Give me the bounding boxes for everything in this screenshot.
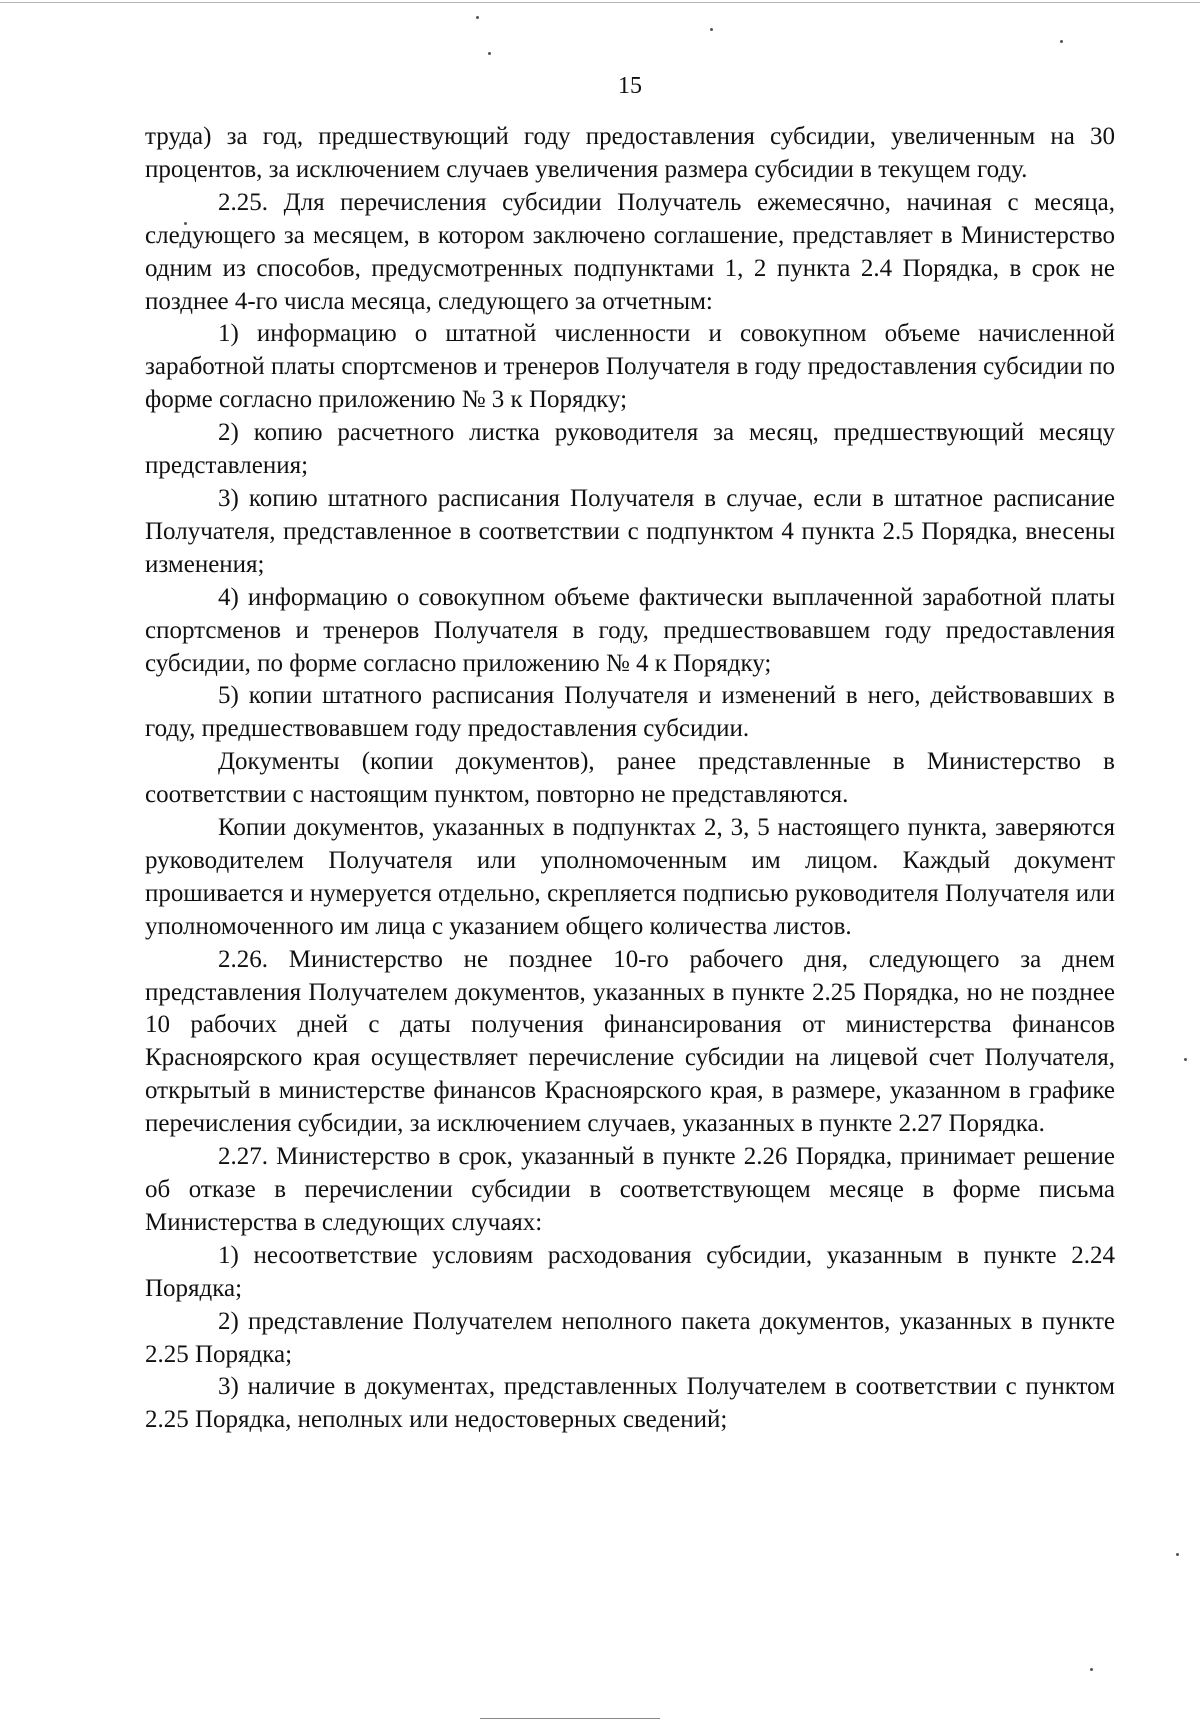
paragraph-documents: Документы (копии документов), ранее представленные в Министерство в соответствии с настоящим пунктом, повторно не представляются. — [145, 748, 1115, 809]
paragraph-2-25: 2.25. Для перечисления субсидии Получатель ежемесячно, начиная с месяца, следующего за месяцем, в котором заключено соглашение, представляет в Министерство одним из способов, предусмотренных подпунктами 1, 2 пункта 2.4 Порядка, в срок не позднее 4-го числа месяца, следующего за отчетным: — [145, 188, 1115, 315]
paragraph-copies: Копии документов, указанных в подпунктах 2, 3, 5 настоящего пункта, заверяются руководителем Получателя или уполномоченным им лицом. Каждый документ прошивается и нумеруется отдельно, скрепляется подписью руководителя Получателя или уполномоченного им лица с указанием общего количества листов. — [145, 814, 1115, 940]
scan-top-edge — [0, 2, 1200, 3]
scan-speck — [476, 16, 479, 19]
list-item-1: 1) информацию о штатной численности и совокупном объеме начисленной заработной платы спортсменов и тренеров Получателя в году предоставления субсидии по форме согласно приложению № 3 к Порядку; — [145, 320, 1115, 414]
refusal-case-1: 1) несоответствие условиям расходования субсидии, указанным в пункте 2.24 Порядка; — [145, 1241, 1115, 1302]
refusal-case-3: 3) наличие в документах, представленных Получателем в соответствии с пунктом 2.25 Порядка, неполных или недостоверных сведений; — [145, 1373, 1115, 1434]
scan-speck — [710, 28, 713, 31]
document-body — [145, 121, 1115, 1437]
paragraph-2-26: 2.26. Министерство не позднее 10-го рабочего дня, следующего за днем представления Получателем документов, указанных в пункте 2.25 Порядка, но не позднее 10 рабочих дней с даты получения финансирования от министерства финансов Красноярского края осуществляет перечисление субсидии на лицевой счет Получателя, открытый в министерстве финансов Красноярского края, в размере, указанном в графике перечисления субсидии, за исключением случаев, указанных в пункте 2.27 Порядка. — [145, 945, 1115, 1138]
scan-bottom-edge — [480, 1718, 660, 1719]
list-item-3: 3) копию штатного расписания Получателя в случае, если в штатное расписание Получателя, представленное в соответствии с подпунктом 4 пункта 2.5 Порядка, внесены изменения; — [145, 484, 1115, 578]
scan-speck — [1176, 1553, 1179, 1556]
page-number: 15 — [618, 73, 642, 99]
scan-speck — [1184, 1058, 1187, 1061]
scan-speck — [1060, 40, 1063, 43]
refusal-case-2: 2) представление Получателем неполного пакета документов, указанных в пункте 2.25 Порядка; — [145, 1307, 1115, 1368]
scan-speck — [1090, 1668, 1093, 1671]
paragraph-continuation: труда) за год, предшествующий году предоставления субсидии, увеличенным на 30 процентов, за исключением случаев увеличения размера субсидии в текущем году. — [145, 123, 1115, 183]
paragraph-2-27: 2.27. Министерство в срок, указанный в пункте 2.26 Порядка, принимает решение об отказе в перечислении субсидии в соответствующем месяце в форме письма Министерства в следующих случаях: — [145, 1143, 1115, 1236]
list-item-5: 5) копии штатного расписания Получателя и изменений в него, действовавших в году, предшествовавшем году предоставления субсидии. — [145, 682, 1115, 743]
scan-speck — [488, 52, 491, 55]
list-item-2: 2) копию расчетного листка руководителя за месяц, предшествующий месяцу представления; — [145, 419, 1115, 480]
list-item-4: 4) информацию о совокупном объеме фактически выплаченной заработной платы спортсменов и тренеров Получателя в году, предшествовавшем году предоставления субсидии, по форме согласно приложению № 4 к Порядку; — [145, 583, 1115, 677]
